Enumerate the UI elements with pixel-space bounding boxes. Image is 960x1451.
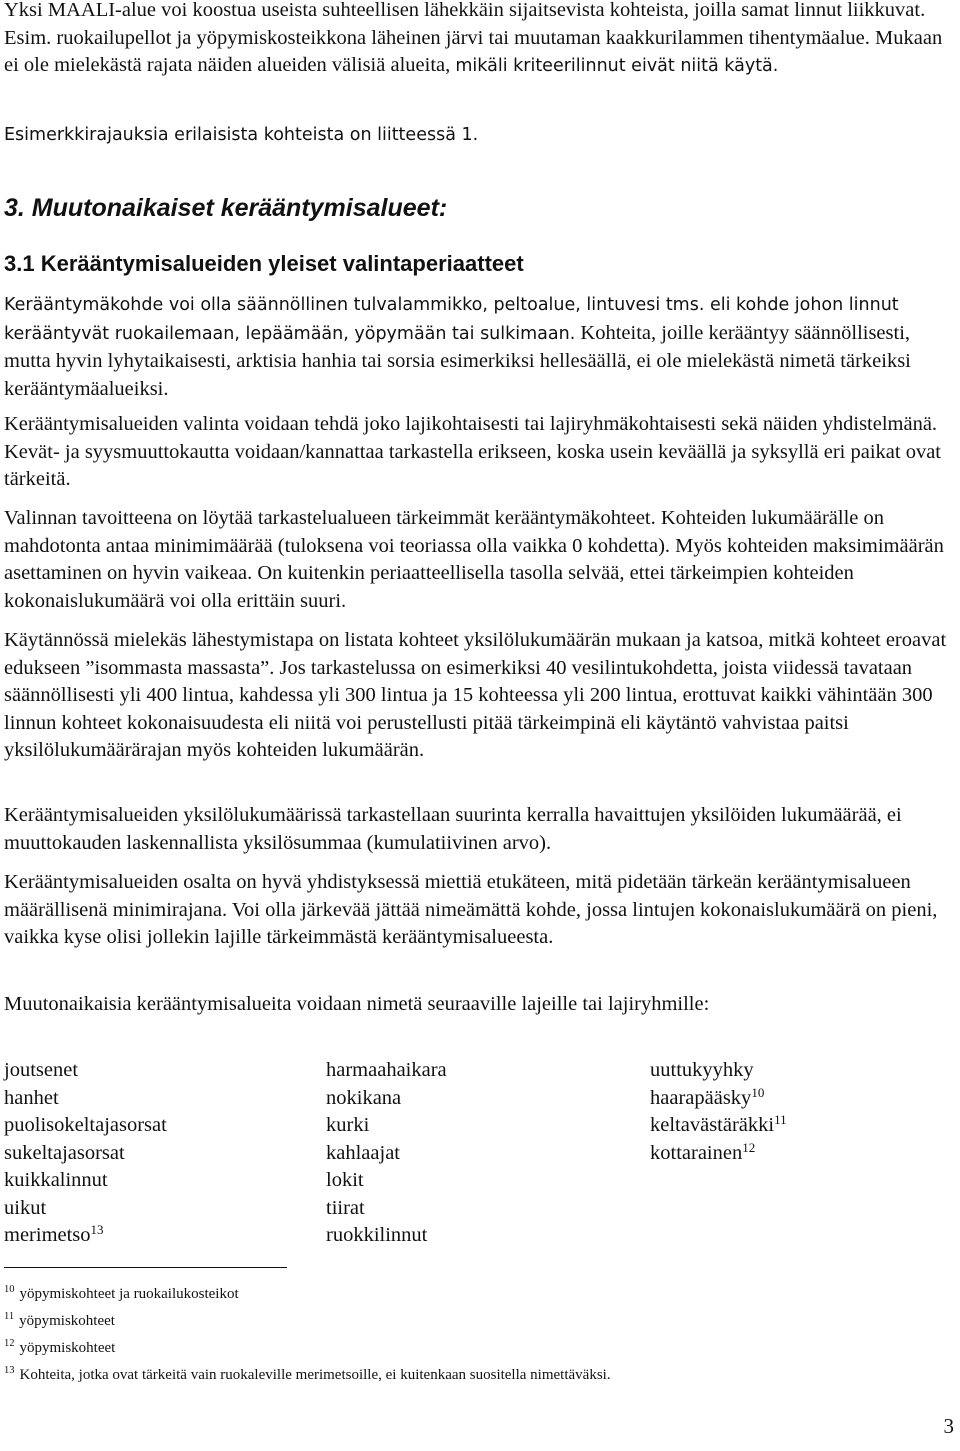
list-item: uuttukyyhky (650, 1059, 754, 1081)
footnote-ref: 13 (90, 1222, 104, 1237)
paragraph-species-intro: Muutonaikaisia kerääntymisalueita voidaan nimetä seuraaville lajeille tai lajiryhmille: (4, 993, 710, 1015)
page-number: 3 (943, 1414, 954, 1438)
footnote-13: $^{13}$ Kohteita, jotka ovat tärkeitä vain ruokaleville merimetsoille, ei kuitenkaan suositella nimettäväksi. (4, 1365, 611, 1383)
footnote-ref: 12 (742, 1139, 756, 1155)
list-item: kahlaajat (326, 1141, 400, 1164)
list-item: kurki (326, 1114, 370, 1136)
list-item: ruokkilinnut (326, 1224, 428, 1246)
species-column-3 (650, 1057, 787, 1167)
species-column-1 (4, 1057, 167, 1250)
footnote-12: $^{12}$ yöpymiskohteet (4, 1338, 116, 1356)
paragraph-goal: Valinnan tavoitteena on löytää tarkastelualueen tärkeimmät kerääntymäkohteet. Kohteiden lukumäärälle on mahdotonta antaa minimimäärää (tuloksena voi teoriassa olla vaikka 0 kohdetta). Myös kohteiden maksimimäärän asettaminen on hyvin vaikeaa. On kuitenkin periaatteellisella tasolla selvää, ettei tärkeimpien kohteiden kokonaislukumäärä voi olla erittäin suuri. (4, 507, 944, 612)
footnote-divider (4, 1267, 287, 1268)
paragraph-gathering-site-serif: Kohteita, joille kerääntyy säännöllisesti, mutta hyvin lyhytaikaisesti, arktisia hanhia tai sorsia esimerkiksi hellesäällä, ei ole mielekästä nimetä tärkeiksi kerääntymäalueiksi. (4, 321, 911, 400)
list-item: sukeltajasorsat (4, 1141, 125, 1164)
list-item: lokit (326, 1169, 364, 1191)
list-item: puolisokeltajasorsat (4, 1114, 167, 1136)
footnote-11: $^{11}$ yöpymiskohteet (4, 1311, 115, 1329)
list-item: hanhet (4, 1086, 59, 1109)
appendix-reference: Esimerkkirajauksia erilaisista kohteista on liitteessä 1. (4, 125, 479, 145)
paragraph-minimum: Kerääntymisalueiden osalta on hyvä yhdistyksessä miettiä etukäteen, mitä pidetään tärkeän kerääntymisalueen määrällisenä minimirajana. Voi olla järkevää jättää nimeämättä kohde, jossa lintujen kokonaislukumäärä on pieni, vaikka kyse olisi jollekin lajille tärkeimmästä kerääntymisalueesta. (4, 871, 938, 948)
list-item: nokikana (326, 1086, 402, 1109)
paragraph-counts: Kerääntymisalueiden yksilölukumäärissä tarkastellaan suurinta kerralla havaittujen yksilöiden lukumäärää, ei muuttokauden laskennallista yksilösummaa (kumulatiivinen arvo). (4, 804, 902, 854)
footnote-10: $^{10}$ yöpymiskohteet ja ruokailukosteikot (4, 1284, 239, 1302)
footnote-ref: 11 (774, 1112, 787, 1127)
list-item: kottarainen$^{12}$ (650, 1139, 756, 1164)
paragraph-selection: Kerääntymisalueiden valinta voidaan tehdä joko lajikohtaisesti tai lajiryhmäkohtaisesti sekä näiden yhdistelmänä. Kevät- ja syysmuuttokautta voidaan/kannattaa tarkastella erikseen, koska usein keväällä ja syksyllä eri paikat ovat tärkeitä. (4, 413, 941, 490)
intro-paragraph (4, 0, 954, 81)
subsection-heading: 3.1 Kerääntymisalueiden yleiset valintaperiaatteet (4, 251, 524, 276)
paragraph-approach: Käytännössä mielekäs lähestymistapa on listata kohteet yksilölukumäärän mukaan ja katsoa, mitkä kohteet eroavat edukseen ”isommasta massasta”. Jos tarkastelussa on esimerkiksi 40 vesilintukohdetta, joista viidessä tavataan säännöllisesti yli 400 lintua, kahdessa yli 300 lintua ja 15 kohteessa yli 200 lintua, erottuvat kaikki vähintään 300 linnun kohteet kokonaisuudesta eli niitä voi perustellusti pitää tärkeimpinä eli käytäntö vahvistaa paitsi yksilölukumäärärajan myös kohteiden lukumäärän. (4, 629, 947, 761)
list-item: joutsenet (4, 1059, 79, 1081)
species-column-2 (326, 1057, 447, 1250)
paragraph-gathering-site (4, 291, 954, 403)
section-heading: 3. Muutonaikaiset kerääntymisalueet: (4, 194, 448, 222)
list-item: keltavästäräkki$^{11}$ (650, 1112, 787, 1136)
intro-text-tail: mikäli kriteerilinnut eivät niitä käytä. (455, 56, 779, 76)
list-item: haarapääsky$^{10}$ (650, 1084, 765, 1109)
list-item: uikut (4, 1196, 47, 1219)
footnote-ref: 10 (751, 1084, 765, 1100)
intro-text: Yksi MAALI-alue voi koostua useista suhteellisen lähekkäin sijaitsevista kohteista, joilla samat linnut liikkuvat. Esim. ruokailupellot ja yöpymiskosteikkona läheinen järvi tai muutaman kaakkurilammen tihentymäalue. Mukaan ei ole mielekästä rajata näiden alueiden välisiä alueita, (4, 0, 943, 76)
list-item: tiirat (326, 1196, 365, 1219)
list-item: merimetso$^{13}$ (4, 1222, 104, 1246)
paragraph-gathering-site-sans: Kerääntymäkohde voi olla säännöllinen tulvalammikko, peltoalue, lintuvesi tms. eli kohde johon linnut kerääntyvät ruokailemaan, lepäämään, yöpymään tai sulkimaan. (4, 295, 899, 344)
list-item: kuikkalinnut (4, 1169, 108, 1191)
list-item: harmaahaikara (326, 1059, 447, 1081)
